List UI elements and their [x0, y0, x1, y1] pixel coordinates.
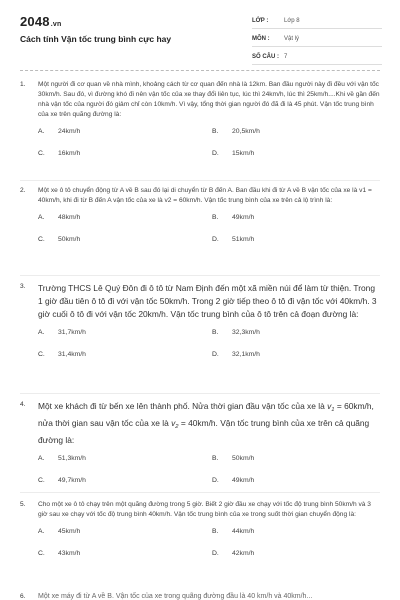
option-label: C. [38, 550, 45, 557]
option-a[interactable] [38, 128, 80, 135]
question-text: Trường THCS Lê Quý Đôn đi ô tô từ Nam Định đến một xã miền núi để làm từ thiện. Trong 1 giờ đầu tiên ô tô đi với vận tốc 50km/h. Trong 2 giờ tiếp theo ô tô đi vận tốc với 40km/h. 3 giờ cuối ô tô đi với vận tốc 20km/h. Vận tốc trung bình của ô tô trên cả đoạn đường là: [38, 283, 377, 319]
option-text: 45km/h [58, 528, 81, 535]
question-number: 2. [20, 187, 26, 194]
question-1 [20, 80, 380, 172]
brand-name: 2048 [20, 14, 50, 29]
site-logo[interactable] [20, 14, 61, 29]
question-number: 1. [20, 81, 26, 88]
option-label: B. [212, 455, 219, 462]
meta-value: Lớp 8 [284, 18, 300, 24]
question-separator [20, 492, 380, 493]
question-text-part: = 60km/h, nửa thời gian sau vận tốc của xe là [38, 401, 374, 428]
question-separator [20, 180, 380, 181]
option-label: A. [38, 528, 45, 535]
brand-suffix: .vn [50, 21, 62, 28]
meta-label: SỐ CÂU : [252, 54, 279, 60]
option-b[interactable] [212, 528, 254, 535]
option-label: B. [212, 128, 219, 135]
option-text: 43km/h [58, 550, 81, 557]
velocity-symbol: v [171, 418, 176, 428]
velocity-symbol: v [327, 401, 332, 411]
meta-panel [252, 14, 382, 68]
option-text: 31,4km/h [58, 351, 86, 358]
question-3 [20, 282, 380, 373]
option-c[interactable] [38, 236, 80, 243]
option-label: C. [38, 477, 45, 484]
meta-label: LỚP : [252, 18, 269, 24]
option-label: B. [212, 528, 219, 535]
option-d[interactable] [212, 150, 254, 157]
question-text: Một xe ô tô chuyển động từ A về B sau đó lại di chuyển từ B đến A. Ban đầu khi đi từ A về B vận tốc của xe là v1 = 40km/h, khi đi từ B đến A vận tốc của xe là v2 = 60km/h. Vận tốc trung bình của xe trên cả lộ trình là: [38, 187, 372, 204]
option-text: 51,3km/h [58, 455, 86, 462]
option-d[interactable] [212, 550, 254, 557]
question-6-partial [20, 592, 380, 600]
question-text-part: Một xe khách đi từ bến xe lên thành phố. Nửa thời gian đầu vận tốc của xe là [38, 401, 328, 411]
option-text: 49,7km/h [58, 477, 86, 484]
header-divider [20, 70, 380, 71]
meta-value: 7 [284, 54, 288, 60]
question-number: 3. [20, 283, 26, 290]
option-label: D. [212, 351, 219, 358]
meta-label: MÔN : [252, 36, 270, 42]
option-text: 49km/h [232, 477, 255, 484]
question-number: 6. [20, 593, 26, 600]
question-2 [20, 186, 380, 258]
option-label: A. [38, 214, 45, 221]
meta-row-subject [252, 32, 382, 47]
option-text: 50km/h [232, 455, 255, 462]
option-text: 20,5km/h [232, 128, 260, 135]
option-label: D. [212, 150, 219, 157]
meta-row-class [252, 14, 382, 29]
option-b[interactable] [212, 128, 260, 135]
option-b[interactable] [212, 455, 254, 462]
answer-options [20, 528, 380, 572]
option-label: C. [38, 351, 45, 358]
answer-options [20, 128, 380, 172]
option-label: A. [38, 128, 45, 135]
question-4 [20, 400, 380, 499]
option-text: 16km/h [58, 150, 81, 157]
option-label: A. [38, 455, 45, 462]
option-label: C. [38, 236, 45, 243]
option-c[interactable] [38, 550, 80, 557]
option-text: 15km/h [232, 150, 255, 157]
option-text: 32,1km/h [232, 351, 260, 358]
question-text [38, 400, 380, 447]
velocity-subscript: 1 [331, 407, 335, 413]
option-b[interactable] [212, 329, 260, 336]
option-a[interactable] [38, 329, 86, 336]
meta-value: Vật lý [284, 36, 300, 42]
question-separator [20, 275, 380, 276]
page-title: Cách tính Vận tốc trung bình cực hay [20, 34, 172, 44]
option-a[interactable] [38, 528, 80, 535]
question-number: 5. [20, 501, 26, 508]
option-label: C. [38, 150, 45, 157]
question-5 [20, 500, 380, 572]
option-d[interactable] [212, 477, 254, 484]
question-text: Cho một xe ô tô chạy trên một quãng đường trong 5 giờ. Biết 2 giờ đầu xe chạy với tốc độ trung bình 50km/h và 3 giờ sau xe chạy với tốc độ trung bình 40km/h. Vận tốc trung bình của xe trong suốt thời gian chuyển động là: [38, 501, 371, 518]
option-label: D. [212, 477, 219, 484]
option-text: 31,7km/h [58, 329, 86, 336]
velocity-subscript: 2 [175, 424, 179, 430]
option-text: 42km/h [232, 550, 255, 557]
option-text: 48km/h [58, 214, 81, 221]
question-separator [20, 393, 380, 394]
option-label: B. [212, 214, 219, 221]
option-a[interactable] [38, 214, 80, 221]
option-text: 44km/h [232, 528, 255, 535]
option-c[interactable] [38, 351, 86, 358]
meta-row-count [252, 50, 382, 65]
option-text: 24km/h [58, 128, 81, 135]
option-text: 32,3km/h [232, 329, 260, 336]
option-d[interactable] [212, 351, 260, 358]
option-text: 49km/h [232, 214, 255, 221]
option-label: D. [212, 236, 219, 243]
option-a[interactable] [38, 455, 86, 462]
option-c[interactable] [38, 150, 80, 157]
option-label: B. [212, 329, 219, 336]
question-text: Một người đi cơ quan về nhà mình, khoảng cách từ cơ quan đến nhà là 12km. Ban đầu người này đi đều với vận tốc 30km/h. Sau đó, vì đường khó đi nên vận tốc của xe thay đổi liên tục, lúc thì 24km/h, lúc thì 25km/h....Khi về gần đến nhà vận tốc của người đó giảm chỉ còn 10km/h. Vì vậy, tổng thời gian người đó đã đi là 45 phút. Vận tốc trung bình của xe trên quãng đường là: [38, 81, 380, 118]
answer-options [20, 329, 380, 373]
option-label: D. [212, 550, 219, 557]
option-text: 51km/h [232, 236, 255, 243]
option-b[interactable] [212, 214, 254, 221]
question-number: 4. [20, 401, 26, 408]
answer-options [20, 214, 380, 258]
option-label: A. [38, 329, 45, 336]
question-text: Một xe máy đi từ A về B. Vận tốc của xe trong quãng đường đầu là 40 km/h và 40km/h... [38, 593, 313, 600]
question-text-part: = 40km/h. Vận tốc trung bình của xe trên cả quãng đường là: [38, 418, 370, 445]
option-text: 50km/h [58, 236, 81, 243]
option-c[interactable] [38, 477, 86, 484]
option-d[interactable] [212, 236, 254, 243]
